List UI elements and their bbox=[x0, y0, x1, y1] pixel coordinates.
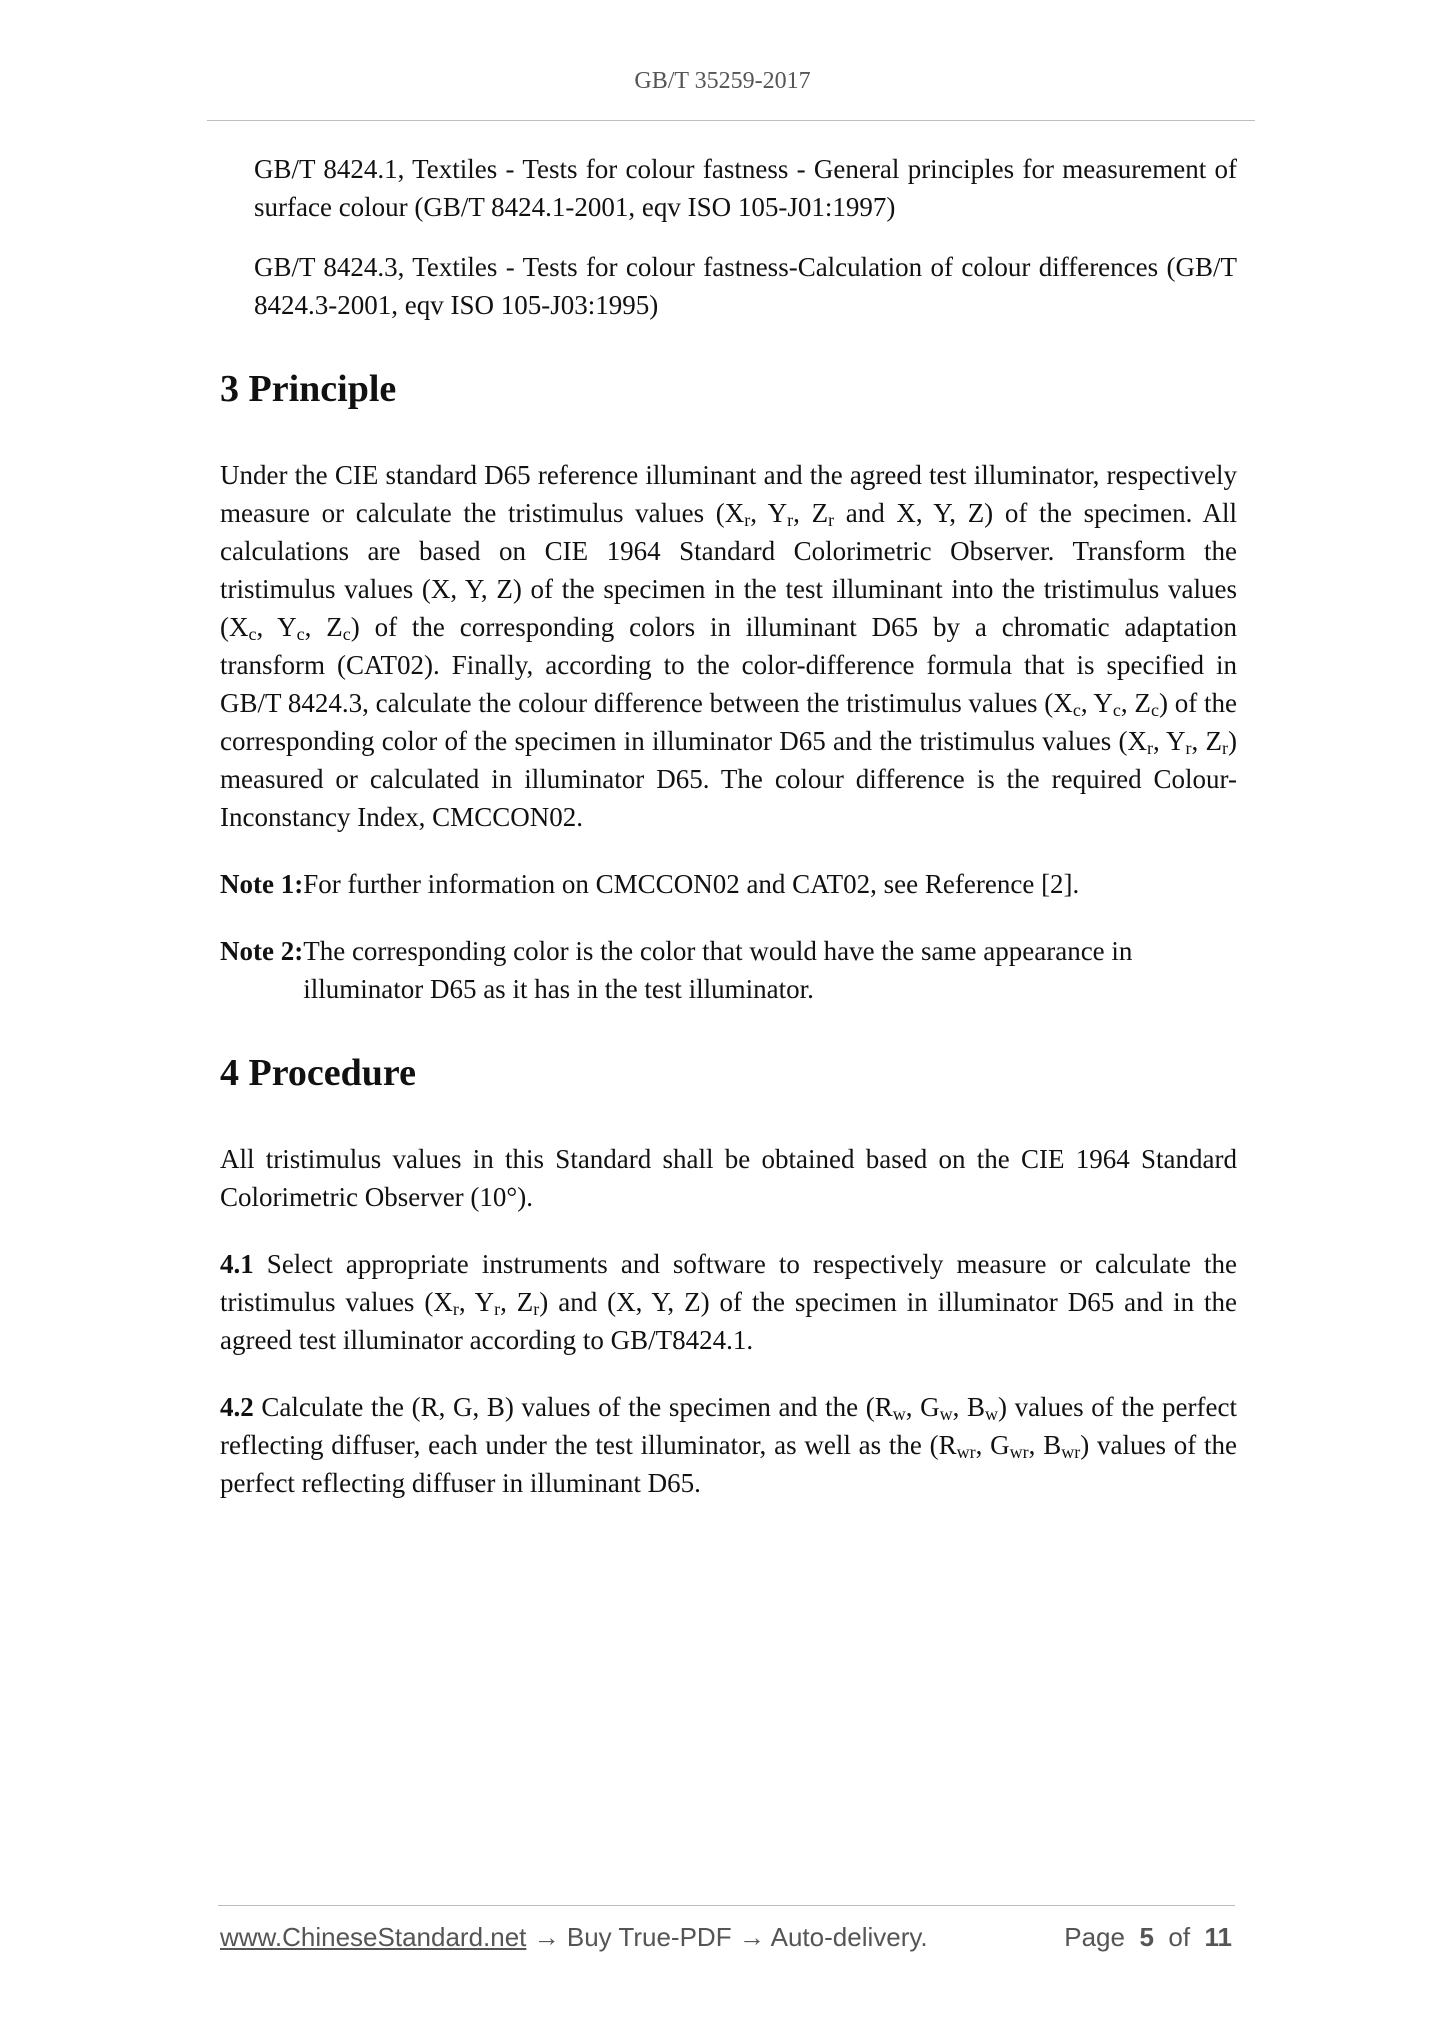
note-text: For further information on CMCCON02 and CAT02, see Reference [2]. bbox=[303, 869, 1080, 899]
note-2 bbox=[220, 932, 1237, 1008]
arrow-icon: → bbox=[738, 1922, 765, 1952]
note-label: Note 1: bbox=[220, 869, 304, 899]
running-header: GB/T 35259-2017 bbox=[634, 68, 811, 94]
arrow-icon: → bbox=[533, 1922, 560, 1952]
buy-text: Buy True-PDF bbox=[566, 1922, 732, 1952]
page-indicator: Page 5 of 11 bbox=[1064, 1922, 1232, 1952]
note-1 bbox=[220, 865, 1237, 903]
reference-item: GB/T 8424.1, Textiles - Tests for colour fastness - General principles for measurement of surface colour (GB/T 8424.1-2001, eqv ISO 105-J01:1997) bbox=[254, 154, 1237, 222]
clause-4-2: 4.2 Calculate the (R, G, B) values of the specimen and the ($R_w$, $G_w$, $B_w$) values of the perfect reflecting diffuser, each under the test illuminator, as well as the ($R_{wr}$, $G_{wr}$, $B_{wr}$) values of the perfect reflecting diffuser in illuminant D65. bbox=[220, 1392, 1237, 1498]
delivery-text: Auto-delivery. bbox=[770, 1922, 928, 1952]
page-body bbox=[220, 150, 1237, 1531]
page-number: 5 bbox=[1139, 1922, 1154, 1952]
note-text: The corresponding color is the color that would have the same appearance in illuminator D65 as it has in the test illuminator. bbox=[303, 936, 1133, 1004]
reference-item: GB/T 8424.3, Textiles - Tests for colour fastness-Calculation of colour differences (GB/T 8424.3-2001, eqv ISO 105-J03:1995) bbox=[254, 252, 1237, 320]
procedure-intro: All tristimulus values in this Standard shall be obtained based on the CIE 1964 Standard Colorimetric Observer (10°). bbox=[220, 1144, 1237, 1212]
clause-4-1: 4.1 Select appropriate instruments and software to respectively measure or calculate the tristimulus values ($X_r$, $Y_r$, $Z_r$) and (X, Y, Z) of the specimen in illuminator D65 and in the agreed test illuminator according to GB/T8424.1. bbox=[220, 1249, 1238, 1355]
page-total: 11 bbox=[1204, 1922, 1232, 1952]
footer-divider bbox=[218, 1905, 1235, 1906]
principle-paragraph: Under the CIE standard D65 reference illuminant and the agreed test illuminator, respectively measure or calculate the tristimulus values ($X_r$, $Y_r$, $Z_r$ and X, Y, Z) of the specimen. All calculations are based on CIE 1964 Standard Colorimetric Observer. Transform the tristimulus values (X, Y, Z) of the specimen in the test illuminant into the tristimulus values ($X_c$, $Y_c$, $Z_c$) of the corresponding colors in illuminant D65 by a chromatic adaptation transform (CAT02). Finally, according to the color-difference formula that is specified in GB/T 8424.3, calculate the colour difference between the tristimulus values ($X_c$, $Y_c$, $Z_c$) of the corresponding color of the specimen in illuminator D65 and the tristimulus values ($X_r$, $Y_r$, $Z_r$) measured or calculated in illuminator D65. The colour difference is the required Colour-Inconstancy Index, CMCCON02. bbox=[220, 460, 1238, 832]
section-heading-procedure: 4 Procedure bbox=[220, 1052, 416, 1094]
header-divider bbox=[207, 120, 1255, 121]
site-link[interactable]: www.ChineseStandard.net bbox=[220, 1922, 527, 1952]
section-heading-principle: 3 Principle bbox=[220, 368, 397, 410]
note-label: Note 2: bbox=[220, 936, 304, 966]
